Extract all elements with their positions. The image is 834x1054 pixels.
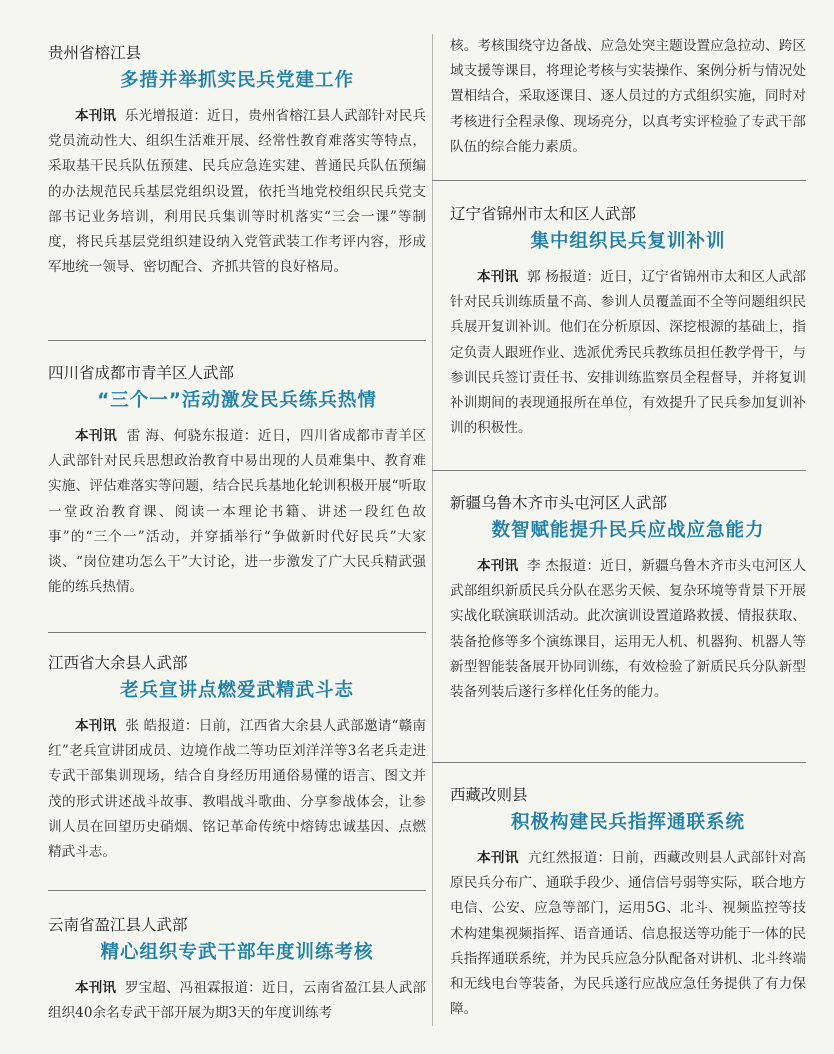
article-toutunhe: [450, 492, 806, 705]
article-text: 张 皓报道：日前，江西省大余县人武部邀请“赣南红”老兵宣讲团成员、边境作战二等功臣刘洋洋等3名老兵走进专武干部集训现场，结合自身经历用通俗易懂的语言、图文并茂的形式讲述战斗故事、教唱战斗歌曲、分享参战体会，让参训人员在回望历史硝烟、铭记革命传统中熔铸忠诚基因、点燃精武斗志。: [48, 718, 426, 861]
article-dayu: [48, 652, 426, 865]
article-body: [450, 265, 806, 441]
article-headline: “三个一”活动激发民兵练兵热情: [97, 390, 377, 411]
article-location: 辽宁省锦州市太和区人武部: [450, 205, 637, 223]
article-text: 罗宝超、冯祖霖报道：近日，云南省盈江县人武部组织40余名专武干部开展为期3天的年度训练考: [48, 980, 427, 1022]
article-headline: 多措并举抓实民兵党建工作: [119, 70, 354, 91]
article-qingyang: [48, 362, 426, 600]
article-location: 四川省成都市青羊区人武部: [48, 364, 235, 382]
article-text: 乐光增报道：近日，贵州省榕江县人武部针对民兵党员流动性大、组织生活难开展、经常性教育难落实等特点，采取基干民兵队伍预建、民兵应急连实建、普通民兵队伍预编的办法规范民兵基层党组织设置，依托当地党校组织民兵党支部书记业务培训，利用民兵集训等时机落实“三会一课”等制度，将民兵基层党组织建设纳入党管武装工作考评内容，形成军地统一领导、密切配合、齐抓共管的良好格局。: [48, 108, 427, 276]
article-text: 亢红然报道：日前，西藏改则县人武部针对高原民兵分布广、通联手段少、通信信号弱等实际，联合地方电信、公安、应急等部门，运用5G、北斗、视频监控等技术构建集视频指挥、语音通话、信息报送等功能于一体的民兵指挥通联系统，并为民兵应急分队配备对讲机、北斗终端和无线电台等装备，为民兵遂行应战应急任务提供了有力保障。: [450, 850, 807, 1018]
article-headline: 集中组织民兵复训补训: [530, 231, 726, 252]
article-rongjiang: [48, 42, 426, 280]
article-gaize: [450, 784, 806, 1022]
article-lead: 本刊讯: [477, 558, 519, 574]
article-text: 雷 海、何骁东报道：近日，四川省成都市青羊区人武部针对民兵思想政治教育中易出现的人员难集中、教育难实施、评估难落实等问题，结合民兵基地化轮训积极开展“听取一堂政治教育课、阅读一本理论书籍、讲述一段红色故事”的“三个一”活动，并穿插举行“争做新时代好民兵”大家谈、“岗位建功怎么干”大讨论，进一步激发了广大民兵精武强能的练兵热情。: [48, 428, 426, 596]
article-location: 江西省大余县人武部: [48, 654, 188, 672]
article-body: [450, 554, 806, 705]
article-location: 云南省盈江县人武部: [48, 916, 188, 934]
article-location: 西藏改则县: [450, 786, 528, 804]
article-lead: 本刊讯: [477, 850, 519, 866]
article-separator: [432, 180, 806, 181]
article-headline: 数智赋能提升民兵应战应急能力: [491, 520, 765, 541]
article-separator: [432, 470, 806, 471]
article-separator: [48, 890, 426, 891]
article-body: [48, 104, 426, 280]
article-text: 李 杰报道：近日，新疆乌鲁木齐市头屯河区人武部组织新质民兵分队在恶劣天候、复杂环境等背景下开展实战化联演联训活动。此次演训设置道路救援、情报获取、装备抢修等多个演练课目，运用无人机、机器狗、机器人等新型智能装备展开协同训练，有效检验了新质民兵分队新型装备列装后遂行多样化任务的能力。: [450, 558, 806, 701]
article-separator: [48, 340, 426, 341]
article-lead: 本刊讯: [75, 428, 118, 444]
article-body: [48, 424, 426, 600]
article-lead: 本刊讯: [477, 269, 519, 285]
article-yingjiang: [48, 914, 426, 1026]
article-body: [48, 714, 426, 865]
article-location: 贵州省榕江县: [48, 44, 142, 62]
article-taihe: [450, 203, 806, 441]
article-headline: 积极构建民兵指挥通联系统: [510, 812, 745, 833]
article-location: 新疆乌鲁木齐市头屯河区人武部: [450, 494, 668, 512]
column-divider: [432, 34, 433, 1026]
article-body: [450, 846, 806, 1022]
article-body: 核。考核围绕守边备战、应急处突主题设置应急拉动、跨区域支援等课目，将理论考核与实装操作、案例分析与情况处置相结合，采取逐课目、逐人员过的方式组织实施，同时对考核进行全程录像、现场亮分，以真考实评检验了专武干部队伍的综合能力素质。: [450, 38, 806, 155]
article-lead: 本刊讯: [75, 980, 117, 996]
article-headline: 老兵宣讲点燃爱武精武斗志: [119, 680, 354, 701]
article-headline: 精心组织专武干部年度训练考核: [100, 942, 374, 963]
article-lead: 本刊讯: [75, 718, 117, 734]
article-body: [48, 976, 426, 1026]
article-lead: 本刊讯: [75, 108, 117, 124]
article-separator: [48, 632, 426, 633]
article-yingjiang-continued: [450, 34, 806, 160]
article-separator: [432, 762, 806, 763]
article-text: 郭 杨报道：近日，辽宁省锦州市太和区人武部针对民兵训练质量不高、参训人员覆盖面不全等问题组织民兵展开复训补训。他们在分析原因、深挖根源的基础上，指定负责人跟班作业、选派优秀民兵教练员担任教学骨干，与参训民兵签订责任书、安排训练监察员全程督导，并将复训补训期间的表现通报所在单位，有效提升了民兵参加复训补训的积极性。: [450, 269, 806, 437]
